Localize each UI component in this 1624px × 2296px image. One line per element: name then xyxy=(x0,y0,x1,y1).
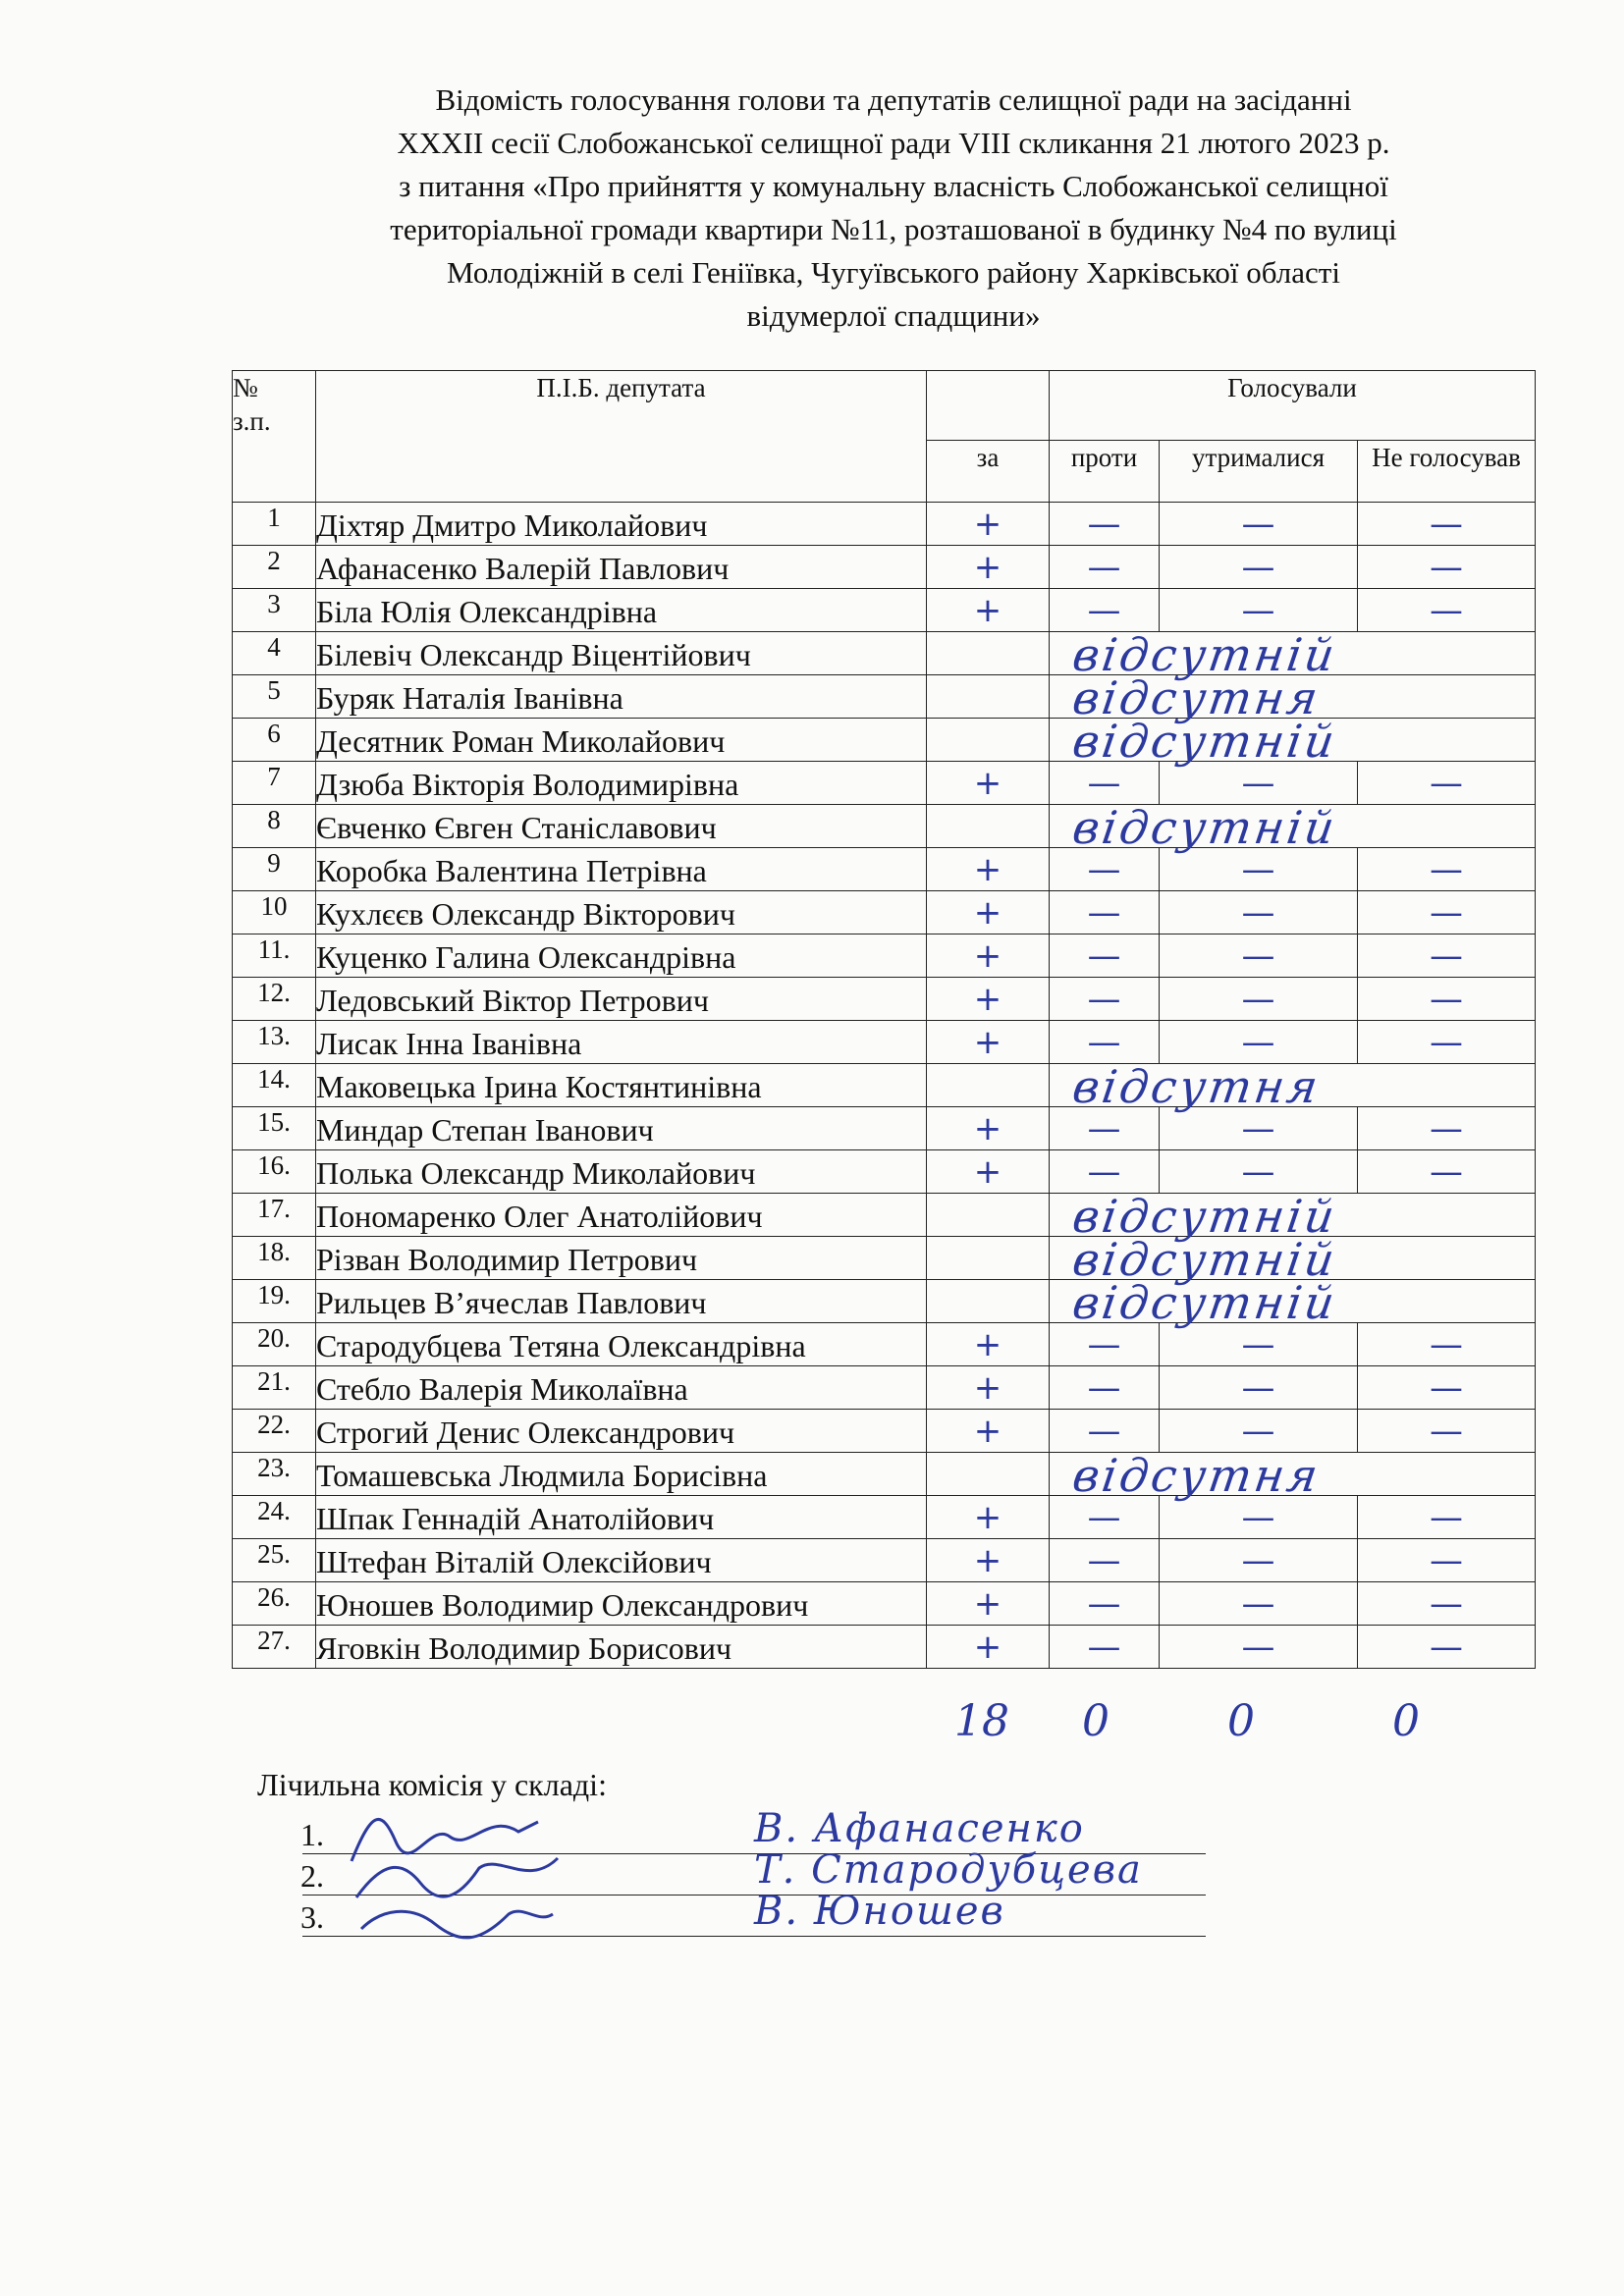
absent-mark: відсутня xyxy=(1069,671,1325,724)
vote-against: — xyxy=(1050,1539,1160,1582)
header-against: проти xyxy=(1050,441,1160,503)
vote-for-cell xyxy=(927,632,1050,675)
vote-against: — xyxy=(1050,762,1160,805)
header-line: територіальної громади квартири №11, розташованої в будинку №4 по вулиці xyxy=(390,212,1397,246)
commission-member-row xyxy=(302,1889,1206,1937)
deputy-name: Полька Олександр Миколайович xyxy=(316,1150,927,1194)
deputy-name: Кухлєєв Олександр Вікторович xyxy=(316,891,927,934)
vote-for: + xyxy=(927,1366,1050,1410)
vote-against: — xyxy=(1050,934,1160,978)
row-number: 19. xyxy=(233,1280,316,1323)
table-row xyxy=(233,719,1536,762)
vote-for: + xyxy=(927,891,1050,934)
vote-for: + xyxy=(927,934,1050,978)
row-number: 18. xyxy=(233,1237,316,1280)
vote-for-cell xyxy=(927,1064,1050,1107)
deputy-name: Стародубцева Тетяна Олександрівна xyxy=(316,1323,927,1366)
vote-not-voted: — xyxy=(1358,1366,1536,1410)
vote-against: — xyxy=(1050,1150,1160,1194)
table-row xyxy=(233,978,1536,1021)
deputy-name: Юношев Володимир Олександрович xyxy=(316,1582,927,1626)
vote-abstained: — xyxy=(1160,848,1358,891)
table-row xyxy=(233,934,1536,978)
table-row xyxy=(233,1237,1536,1280)
vote-not-voted: — xyxy=(1358,1582,1536,1626)
header-deputy-name: П.І.Б. депутата xyxy=(316,371,927,503)
row-number: 7 xyxy=(233,762,316,805)
table-row xyxy=(233,546,1536,589)
absent-mark: відсутній xyxy=(1069,1190,1341,1243)
vote-against: — xyxy=(1050,1626,1160,1669)
total-against: 0 xyxy=(1082,1696,1110,1746)
row-number: 8 xyxy=(233,805,316,848)
vote-not-voted: — xyxy=(1358,978,1536,1021)
deputy-name: Різван Володимир Петрович xyxy=(316,1237,927,1280)
row-number: 25. xyxy=(233,1539,316,1582)
vote-for: + xyxy=(927,1323,1050,1366)
vote-not-voted: — xyxy=(1358,1323,1536,1366)
vote-for: + xyxy=(927,1626,1050,1669)
vote-not-voted: — xyxy=(1358,1021,1536,1064)
vote-for: + xyxy=(927,1539,1050,1582)
vote-for-cell xyxy=(927,675,1050,719)
vote-for: + xyxy=(927,589,1050,632)
deputy-name: Білевіч Олександр Віцентійович xyxy=(316,632,927,675)
vote-abstained: — xyxy=(1160,589,1358,632)
row-number: 12. xyxy=(233,978,316,1021)
deputy-name: Яговкін Володимир Борисович xyxy=(316,1626,927,1669)
table-row xyxy=(233,1194,1536,1237)
row-number: 13. xyxy=(233,1021,316,1064)
row-number: 21. xyxy=(233,1366,316,1410)
table-row xyxy=(233,1366,1536,1410)
table-row xyxy=(233,1107,1536,1150)
absent-cell xyxy=(1050,1276,1536,1329)
header-line: Молодіжній в селі Геніївка, Чугуївського району Харківської області xyxy=(447,255,1340,290)
vote-for: + xyxy=(927,762,1050,805)
table-row xyxy=(233,1021,1536,1064)
vote-for-cell xyxy=(927,719,1050,762)
absent-cell xyxy=(1050,715,1536,768)
vote-totals xyxy=(0,1696,1624,1755)
table-row xyxy=(233,1626,1536,1669)
vote-for: + xyxy=(927,848,1050,891)
header-line: відумерлої спадщини» xyxy=(746,298,1041,333)
row-number: 14. xyxy=(233,1064,316,1107)
vote-for-cell xyxy=(927,1453,1050,1496)
table-row xyxy=(233,1582,1536,1626)
row-number: 20. xyxy=(233,1323,316,1366)
row-number: 6 xyxy=(233,719,316,762)
deputy-name: Стебло Валерія Миколаївна xyxy=(316,1366,927,1410)
table-row xyxy=(233,1539,1536,1582)
deputy-name: Дзюба Вікторія Володимирівна xyxy=(316,762,927,805)
vote-not-voted: — xyxy=(1358,589,1536,632)
vote-against: — xyxy=(1050,1366,1160,1410)
table-row xyxy=(233,503,1536,546)
table-row xyxy=(233,675,1536,719)
vote-abstained: — xyxy=(1160,1107,1358,1150)
vote-not-voted: — xyxy=(1358,1107,1536,1150)
vote-abstained: — xyxy=(1160,891,1358,934)
absent-mark: відсутній xyxy=(1069,628,1341,681)
row-number: 3 xyxy=(233,589,316,632)
vote-against: — xyxy=(1050,503,1160,546)
header-voted: Голосували xyxy=(1050,371,1536,441)
vote-not-voted: — xyxy=(1358,1410,1536,1453)
vote-against: — xyxy=(1050,589,1160,632)
deputy-name: Маковецька Ірина Костянтинівна xyxy=(316,1064,927,1107)
deputy-name: Миндар Степан Іванович xyxy=(316,1107,927,1150)
table-row xyxy=(233,632,1536,675)
vote-against: — xyxy=(1050,1021,1160,1064)
vote-abstained: — xyxy=(1160,1150,1358,1194)
table-row xyxy=(233,1410,1536,1453)
table-row xyxy=(233,1280,1536,1323)
absent-mark: відсутня xyxy=(1069,1449,1325,1502)
table-row xyxy=(233,1453,1536,1496)
header-number xyxy=(233,371,316,503)
header-blank xyxy=(927,371,1050,441)
header-line: з питання «Про прийняття у комунальну власність Слобожанської селищної xyxy=(399,169,1388,203)
row-number: 23. xyxy=(233,1453,316,1496)
deputy-name: Штефан Віталій Олексійович xyxy=(316,1539,927,1582)
vote-against: — xyxy=(1050,1582,1160,1626)
deputy-name: Коробка Валентина Петрівна xyxy=(316,848,927,891)
vote-against: — xyxy=(1050,546,1160,589)
total-for: 18 xyxy=(954,1696,1009,1746)
row-number: 5 xyxy=(233,675,316,719)
row-number: 24. xyxy=(233,1496,316,1539)
header-line: XXXII сесії Слобожанської селищної ради VIII скликання 21 лютого 2023 р. xyxy=(397,126,1390,160)
vote-against: — xyxy=(1050,1323,1160,1366)
member-name: Т. Стародубцева xyxy=(754,1847,1143,1893)
deputy-name: Десятник Роман Миколайович xyxy=(316,719,927,762)
row-number: 10 xyxy=(233,891,316,934)
vote-for: + xyxy=(927,1107,1050,1150)
deputy-name: Буряк Наталія Іванівна xyxy=(316,675,927,719)
vote-abstained: — xyxy=(1160,762,1358,805)
header-abstained: утрималися xyxy=(1160,441,1358,503)
vote-for: + xyxy=(927,503,1050,546)
vote-abstained: — xyxy=(1160,546,1358,589)
vote-for: + xyxy=(927,1582,1050,1626)
member-number: 2. xyxy=(300,1858,324,1894)
vote-against: — xyxy=(1050,978,1160,1021)
vote-not-voted: — xyxy=(1358,891,1536,934)
document-header xyxy=(226,79,1561,338)
row-number: 16. xyxy=(233,1150,316,1194)
deputy-name: Лисак Інна Іванівна xyxy=(316,1021,927,1064)
table-row xyxy=(233,762,1536,805)
vote-abstained: — xyxy=(1160,934,1358,978)
vote-abstained: — xyxy=(1160,1496,1358,1539)
deputy-name: Шпак Геннадій Анатолійович xyxy=(316,1496,927,1539)
table-row xyxy=(233,1323,1536,1366)
row-number: 1 xyxy=(233,503,316,546)
deputy-name: Біла Юлія Олександрівна xyxy=(316,589,927,632)
vote-for: + xyxy=(927,978,1050,1021)
table-row xyxy=(233,1150,1536,1194)
absent-cell xyxy=(1050,801,1536,854)
deputy-name: Пономаренко Олег Анатолійович xyxy=(316,1194,927,1237)
vote-for-cell xyxy=(927,1237,1050,1280)
row-number: 26. xyxy=(233,1582,316,1626)
absent-mark: відсутній xyxy=(1069,1233,1341,1286)
vote-not-voted: — xyxy=(1358,546,1536,589)
vote-not-voted: — xyxy=(1358,1496,1536,1539)
header-line: Відомість голосування голови та депутатів селищної ради на засіданні xyxy=(435,82,1352,117)
deputy-name: Томашевська Людмила Борисівна xyxy=(316,1453,927,1496)
row-number: 15. xyxy=(233,1107,316,1150)
total-not-voted: 0 xyxy=(1392,1696,1420,1746)
table-row xyxy=(233,805,1536,848)
absent-cell xyxy=(1050,1190,1536,1243)
row-number: 17. xyxy=(233,1194,316,1237)
table-row xyxy=(233,1064,1536,1107)
absent-cell xyxy=(1050,1449,1536,1502)
vote-abstained: — xyxy=(1160,1021,1358,1064)
absent-cell xyxy=(1050,671,1536,724)
vote-abstained: — xyxy=(1160,1539,1358,1582)
table-row xyxy=(233,589,1536,632)
table-row xyxy=(233,848,1536,891)
member-number: 3. xyxy=(300,1899,324,1935)
vote-abstained: — xyxy=(1160,1410,1358,1453)
absent-cell xyxy=(1050,1060,1536,1113)
absent-mark: відсутній xyxy=(1069,715,1341,768)
row-number: 11. xyxy=(233,934,316,978)
vote-not-voted: — xyxy=(1358,1150,1536,1194)
vote-for-cell xyxy=(927,805,1050,848)
vote-for: + xyxy=(927,546,1050,589)
row-number: 2 xyxy=(233,546,316,589)
vote-abstained: — xyxy=(1160,1366,1358,1410)
vote-not-voted: — xyxy=(1358,1539,1536,1582)
vote-abstained: — xyxy=(1160,1582,1358,1626)
table-row xyxy=(233,891,1536,934)
vote-not-voted: — xyxy=(1358,762,1536,805)
vote-abstained: — xyxy=(1160,978,1358,1021)
vote-abstained: — xyxy=(1160,503,1358,546)
deputy-name: Діхтяр Дмитро Миколайович xyxy=(316,503,927,546)
member-name: В. Афанасенко xyxy=(754,1806,1085,1851)
vote-against: — xyxy=(1050,1410,1160,1453)
header-for: за xyxy=(927,441,1050,503)
header-not-voted: Не голосував xyxy=(1358,441,1536,503)
vote-abstained: — xyxy=(1160,1323,1358,1366)
row-number: 9 xyxy=(233,848,316,891)
vote-for: + xyxy=(927,1410,1050,1453)
absent-mark: відсутня xyxy=(1069,1060,1325,1113)
vote-against: — xyxy=(1050,848,1160,891)
member-name: В. Юношев xyxy=(754,1889,1005,1934)
deputy-name: Строгий Денис Олександрович xyxy=(316,1410,927,1453)
vote-not-voted: — xyxy=(1358,1626,1536,1669)
vote-not-voted: — xyxy=(1358,848,1536,891)
vote-for: + xyxy=(927,1496,1050,1539)
deputy-name: Афанасенко Валерій Павлович xyxy=(316,546,927,589)
row-number: 4 xyxy=(233,632,316,675)
vote-for-cell xyxy=(927,1194,1050,1237)
row-number: 22. xyxy=(233,1410,316,1453)
vote-not-voted: — xyxy=(1358,934,1536,978)
absent-cell xyxy=(1050,1233,1536,1286)
deputy-name: Ледовський Віктор Петрович xyxy=(316,978,927,1021)
vote-against: — xyxy=(1050,1496,1160,1539)
row-number: 27. xyxy=(233,1626,316,1669)
deputy-name: Євченко Євген Станіславович xyxy=(316,805,927,848)
header-number-text: № з.п. xyxy=(233,373,271,436)
deputy-name: Рильцев В’ячеслав Павлович xyxy=(316,1280,927,1323)
vote-against: — xyxy=(1050,1107,1160,1150)
table-row xyxy=(233,1496,1536,1539)
voting-table xyxy=(232,370,1536,1669)
total-abstained: 0 xyxy=(1227,1696,1255,1746)
vote-for-cell xyxy=(927,1280,1050,1323)
vote-against: — xyxy=(1050,891,1160,934)
vote-not-voted: — xyxy=(1358,503,1536,546)
vote-abstained: — xyxy=(1160,1626,1358,1669)
deputy-name: Куценко Галина Олександрівна xyxy=(316,934,927,978)
member-number: 1. xyxy=(300,1817,324,1852)
absent-cell xyxy=(1050,628,1536,681)
counting-commission-label: Лічильна комісія у складі: xyxy=(257,1767,607,1802)
absent-mark: відсутній xyxy=(1069,801,1341,854)
vote-for: + xyxy=(927,1150,1050,1194)
absent-mark: відсутній xyxy=(1069,1276,1341,1329)
vote-for: + xyxy=(927,1021,1050,1064)
signature-scribble xyxy=(342,1885,577,1953)
